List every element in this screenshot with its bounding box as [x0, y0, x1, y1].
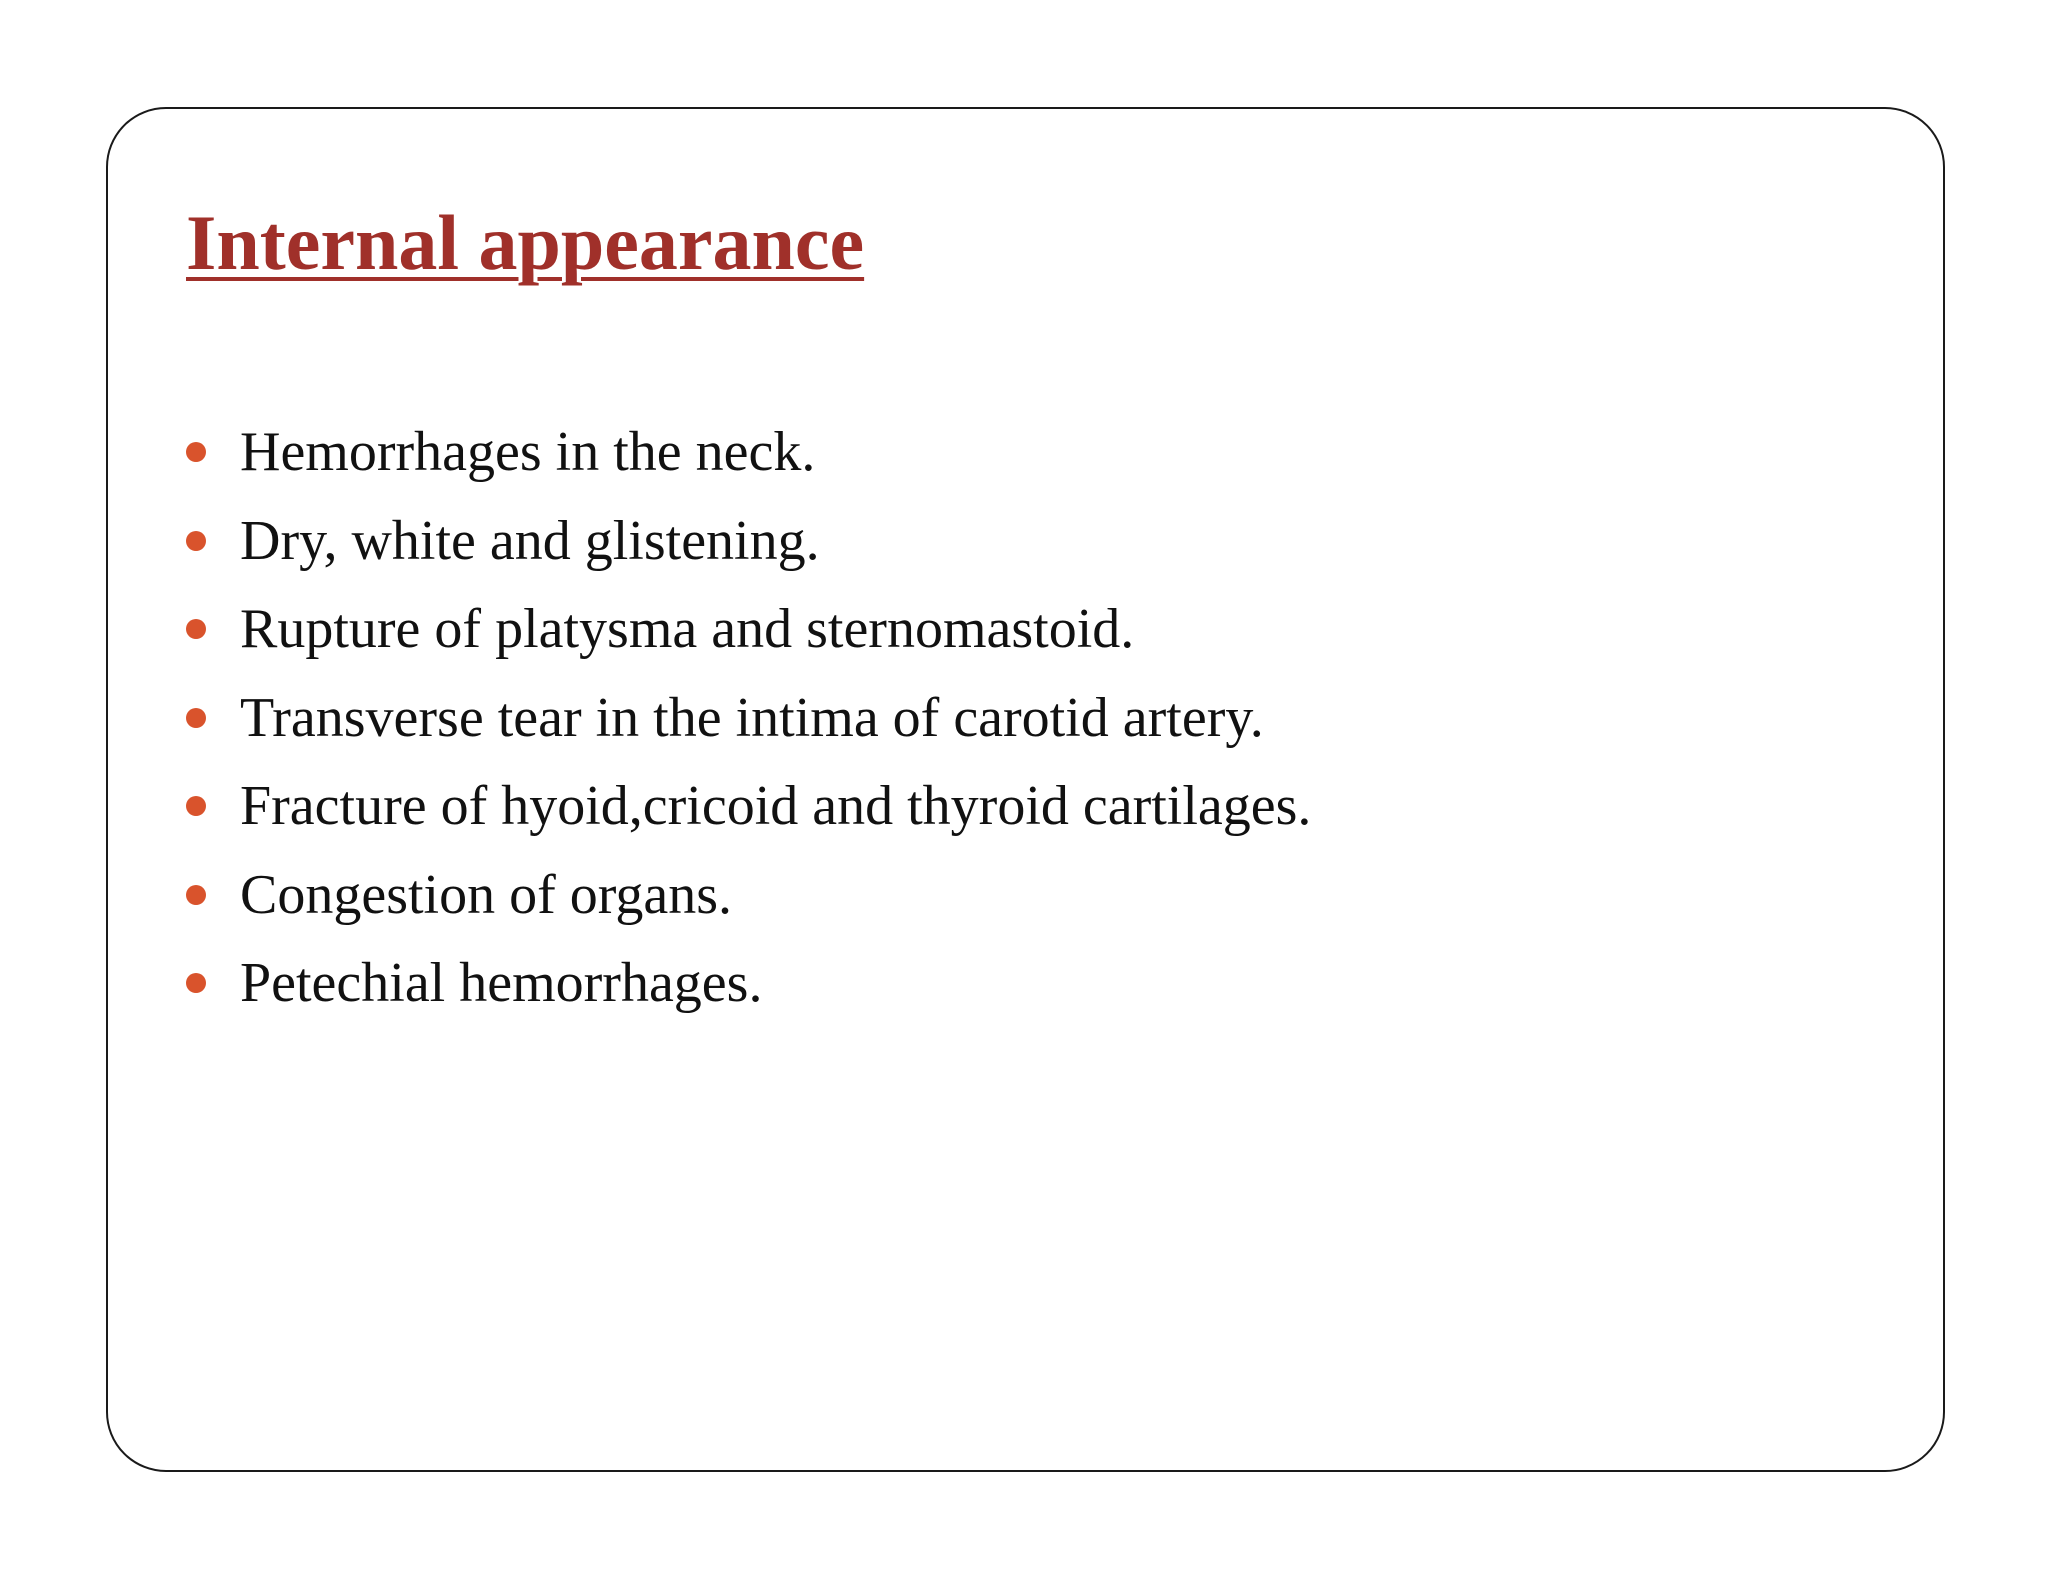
bullet-list — [186, 408, 1311, 1028]
bullet-dot-icon — [186, 973, 206, 993]
list-item-text: Dry, white and glistening. — [240, 509, 820, 572]
list-item-text: Congestion of organs. — [240, 863, 733, 926]
list-item — [186, 762, 1311, 851]
list-item-text: Fracture of hyoid,cricoid and thyroid cartilages. — [240, 775, 1312, 838]
bullet-dot-icon — [186, 442, 206, 462]
list-item — [186, 497, 1311, 586]
slide-title: Internal appearance — [186, 199, 865, 286]
list-item — [186, 585, 1311, 674]
list-item — [186, 851, 1311, 940]
list-item — [186, 674, 1311, 763]
bullet-dot-icon — [186, 885, 206, 905]
list-item-text: Petechial hemorrhages. — [240, 952, 763, 1015]
bullet-dot-icon — [186, 619, 206, 639]
list-item-text: Transverse tear in the intima of carotid artery. — [240, 686, 1264, 749]
list-item — [186, 939, 1311, 1028]
bullet-dot-icon — [186, 796, 206, 816]
list-item-text: Hemorrhages in the neck. — [240, 421, 816, 484]
bullet-dot-icon — [186, 708, 206, 728]
list-item-text: Rupture of platysma and sternomastoid. — [240, 598, 1135, 661]
list-item — [186, 408, 1311, 497]
bullet-dot-icon — [186, 531, 206, 551]
